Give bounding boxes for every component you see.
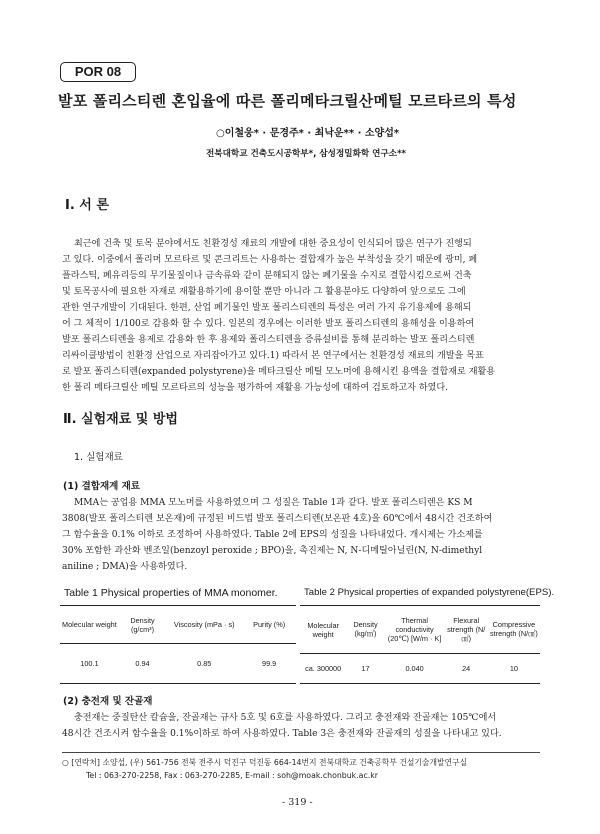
section-heading-materials-methods: Ⅱ. 실험재료 및 방법 bbox=[63, 412, 178, 427]
table2-header-cell: Density (kg/㎥) bbox=[353, 620, 378, 638]
table1-cell: 99.9 bbox=[262, 659, 277, 668]
page-number: - 319 - bbox=[282, 797, 313, 808]
table2-cell: 17 bbox=[361, 664, 370, 673]
table2-header-cell: Thermal conductivity (20℃) [W/m · K] bbox=[387, 616, 442, 643]
table2-cell: 0.040 bbox=[405, 664, 424, 673]
introduction-paragraph bbox=[62, 236, 540, 396]
text-line: 48시간 건조시켜 함수율을 0.1%이하로 하여 사용하였다. Table 3은 충전재와 잔골재의 성질을 나타내고 있다. bbox=[62, 729, 502, 739]
table1-header-cell: Purity (%) bbox=[253, 620, 286, 629]
table2-header-cell: Compressive strength (N/㎠) bbox=[490, 620, 538, 638]
text-line: MMA는 공업용 MMA 모노머를 사용하였으며 그 성질은 Table 1과 같다. 발포 폴리스티렌은 KS M bbox=[74, 498, 473, 508]
text-line: 충전재는 중질탄산 칼슘을, 잔골재는 규사 5호 및 6호를 사용하였다. 그리고 충전재와 잔골재는 105℃에서 bbox=[74, 713, 497, 723]
text-line: 및 토목공사에 필요한 자재로 재활용하기에 용이할 뿐만 아니라 그 활용분야도 다양하여 앞으로도 그에 bbox=[62, 287, 466, 297]
text-line: 최근에 건축 및 토목 분야에서도 친환경성 재료의 개발에 대한 중요성이 인식되어 많은 연구가 진행되 bbox=[74, 239, 472, 249]
paper-affiliations: 전북대학교 건축도시공학부*, 삼성정밀화학 연구소** bbox=[206, 149, 407, 159]
paper-authors: ○이철웅* · 문경주* · 최낙운** · 소양섭* bbox=[216, 128, 400, 139]
table1-cell: 0.94 bbox=[135, 659, 150, 668]
table2-header-cell: Flexural strength (N/㎠) bbox=[447, 615, 486, 643]
subsection-heading-materials: 1. 실험재료 bbox=[74, 452, 123, 463]
table2-header-cell: Molecular weight bbox=[307, 620, 339, 639]
paper-title: 발포 폴리스티렌 혼입율에 따른 폴리메타크릴산메틸 모르타르의 특성 bbox=[58, 92, 517, 110]
section-heading-introduction: Ⅰ. 서 론 bbox=[65, 198, 109, 213]
table2-cell: 10 bbox=[509, 664, 518, 673]
text-line: 관한 연구개발이 기대된다. 한편, 산업 폐기물인 발포 폴리스티렌의 특성은 여러 가지 유기용제에 용해되 bbox=[62, 303, 472, 313]
table1-header-cell: Viscosity (mPa · s) bbox=[173, 620, 235, 629]
subsection-heading-binder: (1) 결합재계 재료 bbox=[63, 481, 140, 492]
text-line: aniline ; DMA)을 사용하였다. bbox=[62, 562, 188, 572]
text-line: 한 폴리 메타크릴산 메틸 모르타르의 성능을 평가하여 재활용 가능성에 대하여 검토하고자 하였다. bbox=[62, 383, 449, 393]
text-line: 리싸이클방법이 친환경 산업으로 자리잡아가고 있다.1) 따라서 본 연구에서는 친환경성 재료의 개발을 목표 bbox=[62, 351, 484, 361]
table1-cell: 100.1 bbox=[80, 659, 99, 668]
table2 bbox=[300, 605, 540, 684]
text-line: 3808(발포 폴리스티렌 보온재)에 규정된 비드법 발포 폴리스티렌(보온판 4호)을 60℃에서 48시간 건조하여 bbox=[62, 514, 493, 524]
paper-code-badge: POR 08 bbox=[60, 62, 136, 82]
text-line: 30% 포함한 과산화 벤조일(benzoyl peroxide ; BPO)을, 촉진제는 N, N-디메틸아닐린(N, N-dimethyl bbox=[62, 546, 483, 556]
table2-cell: ca. 300000 bbox=[305, 664, 342, 673]
binder-paragraph bbox=[62, 495, 540, 575]
text-line: 고 있다. 이중에서 폴리머 모르타르 및 콘크리트는 사용하는 결합재가 높은 부착성을 갖기 때문에 광미, 폐 bbox=[62, 255, 478, 265]
text-line: 어 그 체적이 1/100로 감용화 할 수 있다. 일본의 경우에는 이러한 발포 폴리스티렌의 용해성을 이용하여 bbox=[62, 319, 475, 329]
table2-cell: 24 bbox=[462, 664, 471, 673]
footnote-contact: ○ [연락처] 소양섭, (우) 561-756 전북 전주시 덕진구 덕진동 664-14번지 전북대학교 건축공학부 건설기술개발연구실 bbox=[62, 758, 468, 767]
text-line: 로 발포 폴리스티렌(expanded polystyrene)을 메타크릴산 메틸 모노머에 용해시킨 용액을 결합재로 재활용 bbox=[62, 367, 496, 377]
text-line: 그 함수율을 0.1% 이하로 조정하여 사용하였다. Table 2에 EPS의 성질을 나타내었다. 개시제는 가소제를 bbox=[62, 530, 483, 540]
table1-header-cell: Density (g/cm³) bbox=[130, 615, 155, 634]
footnote-contact-details: Tel : 063-270-2258, Fax : 063-270-2285, E-mail : soh@moak.chonbuk.ac.kr bbox=[86, 771, 378, 780]
table2-caption: Table 2 Physical properties of expanded polystyrene(EPS). bbox=[304, 587, 555, 598]
table1 bbox=[60, 605, 296, 684]
filler-paragraph bbox=[62, 710, 540, 742]
text-line: 발포 폴리스티렌을 용제로 감용화 한 후 용제와 폴리스티렌을 증류설비를 통해 분리하는 발포 폴리스티렌 bbox=[62, 335, 475, 345]
footnote-divider bbox=[62, 752, 540, 753]
subsection-heading-filler: (2) 충전재 및 잔골재 bbox=[63, 696, 153, 707]
text-line: 플라스틱, 폐유리등의 무기물질이나 금속류와 같이 분해되지 않는 폐기물을 수지로 결합시킴으로써 건축 bbox=[62, 271, 472, 281]
table1-header-cell: Molecular weight bbox=[62, 620, 117, 629]
table1-caption: Table 1 Physical properties of MMA monomer. bbox=[64, 587, 278, 599]
table1-cell: 0.85 bbox=[197, 659, 212, 668]
